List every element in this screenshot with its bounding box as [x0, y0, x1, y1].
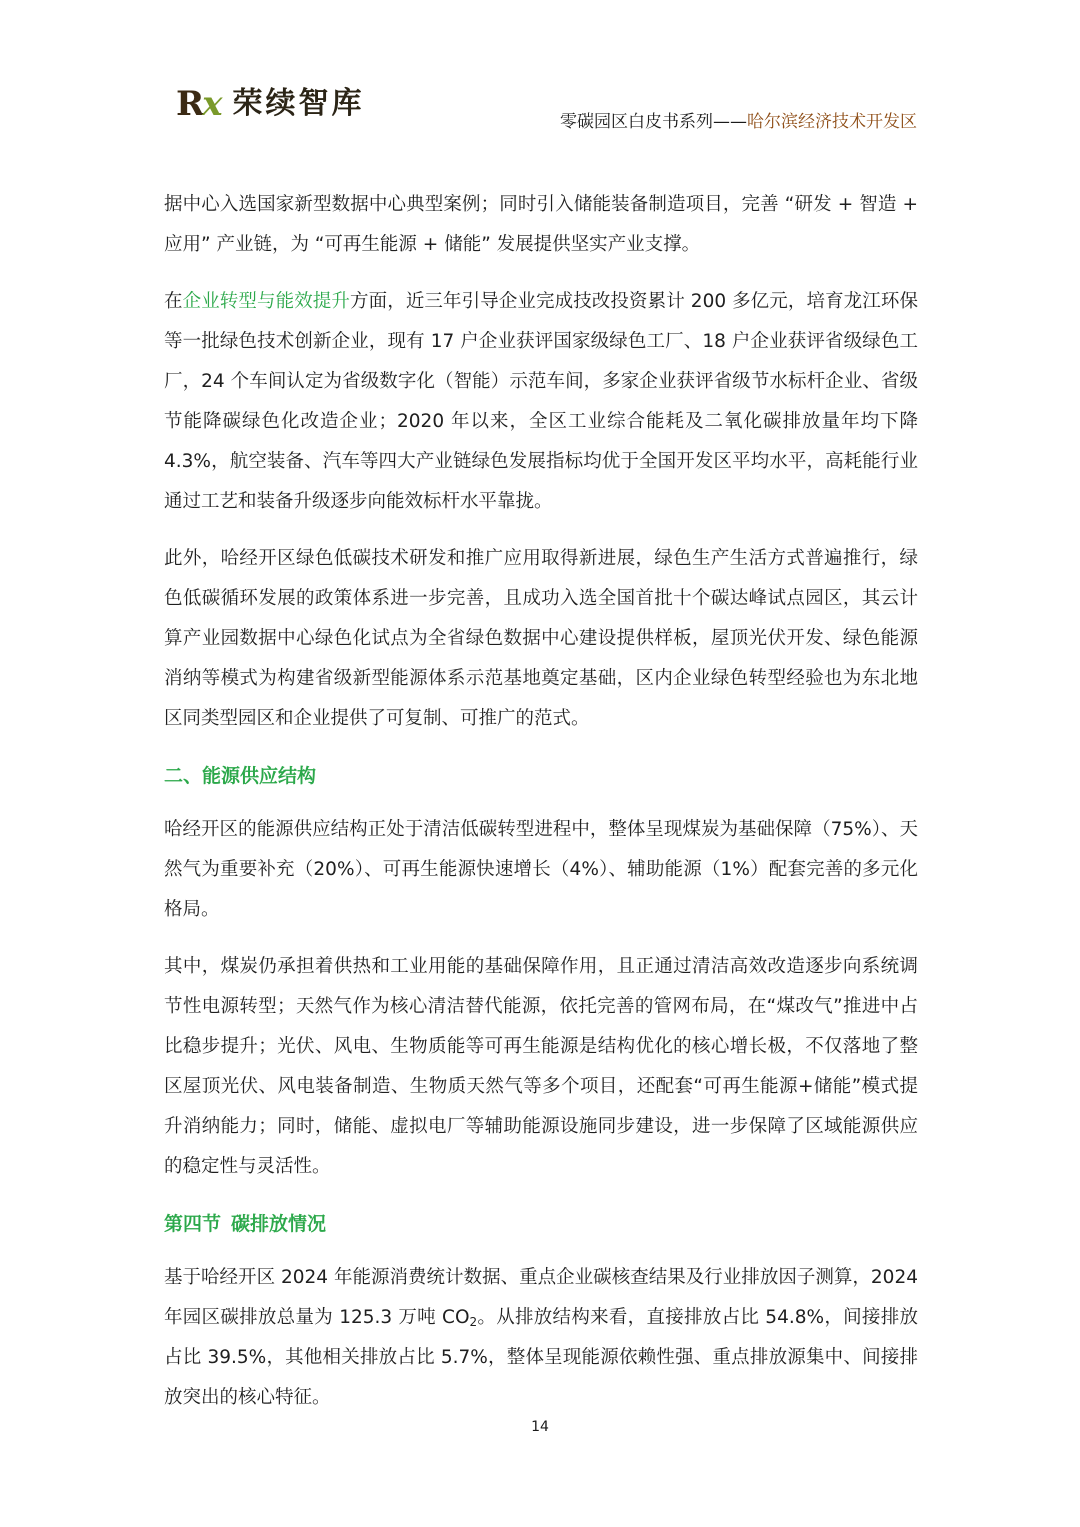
paragraph-6	[164, 1258, 918, 1418]
paragraph-2-lead: 在	[164, 291, 183, 312]
paragraph-1: 据中心入选国家新型数据中心典型案例；同时引入储能装备制造项目，完善 “研发 + 智造 + 应用” 产业链，为 “可再生能源 + 储能” 发展提供坚实产业支撑。	[164, 194, 918, 255]
paragraph-2-highlight: 企业转型与能效提升	[182, 291, 351, 312]
co2-subscript: 2	[469, 1315, 478, 1329]
logo-mark	[176, 84, 221, 124]
series-title	[560, 111, 916, 133]
heading-section-number: 第四节	[164, 1213, 222, 1235]
series-highlight: 哈尔滨经济技术开发区	[747, 112, 917, 132]
paragraph-5: 其中，煤炭仍承担着供热和工业用能的基础保障作用，且正通过清洁高效改造逐步向系统调节性电源转型；天然气作为核心清洁替代能源，依托完善的管网布局，在“煤改气”推进中占比稳步提升；光伏、风电、生物质能等可再生能源是结构优化的核心增长极，不仅落地了整区屋顶光伏、风电装备制造、生物质天然气等多个项目，还配套“可再生能源+储能”模式提升消纳能力；同时，储能、虚拟电厂等辅助能源设施同步建设，进一步保障了区域能源供应的稳定性与灵活性。	[164, 956, 918, 1177]
paragraph-2-rest: 方面，近三年引导企业完成技改投资累计 200 多亿元，培育龙江环保等一批绿色技术创新企业，现有 17 户企业获评国家级绿色工厂、18 户企业获评省级绿色工厂，24 个车间认定为省级数字化（智能）示范车间，多家企业获评省级节水标杆企业、省级节能降碳绿色化改造企业；2020 年以来，全区工业综合能耗及二氧化碳排放量年均下降 4.3%，航空装备、汽车等四大产业链绿色发展指标均优于全国开发区平均水平，高耗能行业通过工艺和装备升级逐步向能效标杆水平靠拢。	[164, 291, 918, 512]
brand-logo	[176, 84, 365, 124]
heading-section-title: 碳排放情况	[231, 1213, 327, 1235]
heading-carbon-emissions	[164, 1204, 918, 1244]
paragraph-2	[164, 282, 918, 522]
logo-mark-x: x	[202, 84, 221, 124]
heading-energy-structure: 二、能源供应结构	[164, 765, 317, 787]
series-prefix: 零碳园区白皮书系列——	[560, 112, 747, 132]
logo-mark-r: R	[176, 84, 203, 124]
page-number: 14	[531, 1419, 549, 1435]
paragraph-4: 哈经开区的能源供应结构正处于清洁低碳转型进程中，整体呈现煤炭为基础保障（75%）、天然气为重要补充（20%）、可再生能源快速增长（4%）、辅助能源（1%）配套完善的多元化格局。	[164, 819, 918, 920]
paragraph-6-part1: 基于哈经开区 2024 年能源消费统计数据、重点企业碳核查结果及行业排放因子测算，2024 年园区碳排放总量为 125.3 万吨 CO	[164, 1267, 918, 1328]
logo-name: 荣续智库	[232, 86, 365, 121]
paragraph-3: 此外，哈经开区绿色低碳技术研发和推广应用取得新进展，绿色生产生活方式普遍推行，绿色低碳循环发展的政策体系进一步完善，且成功入选全国首批十个碳达峰试点园区，其云计算产业园数据中心绿色化试点为全省绿色数据中心建设提供样板，屋顶光伏开发、绿色能源消纳等模式为构建省级新型能源体系示范基地奠定基础，区内企业绿色转型经验也为东北地区同类型园区和企业提供了可复制、可推广的范式。	[164, 548, 918, 729]
page-body	[164, 185, 918, 1435]
paragraph-6-part2: 。从排放结构来看，直接排放占比 54.8%，间接排放占比 39.5%，其他相关排放占比 5.7%，整体呈现能源依赖性强、重点排放源集中、间接排放突出的核心特征。	[164, 1307, 918, 1408]
